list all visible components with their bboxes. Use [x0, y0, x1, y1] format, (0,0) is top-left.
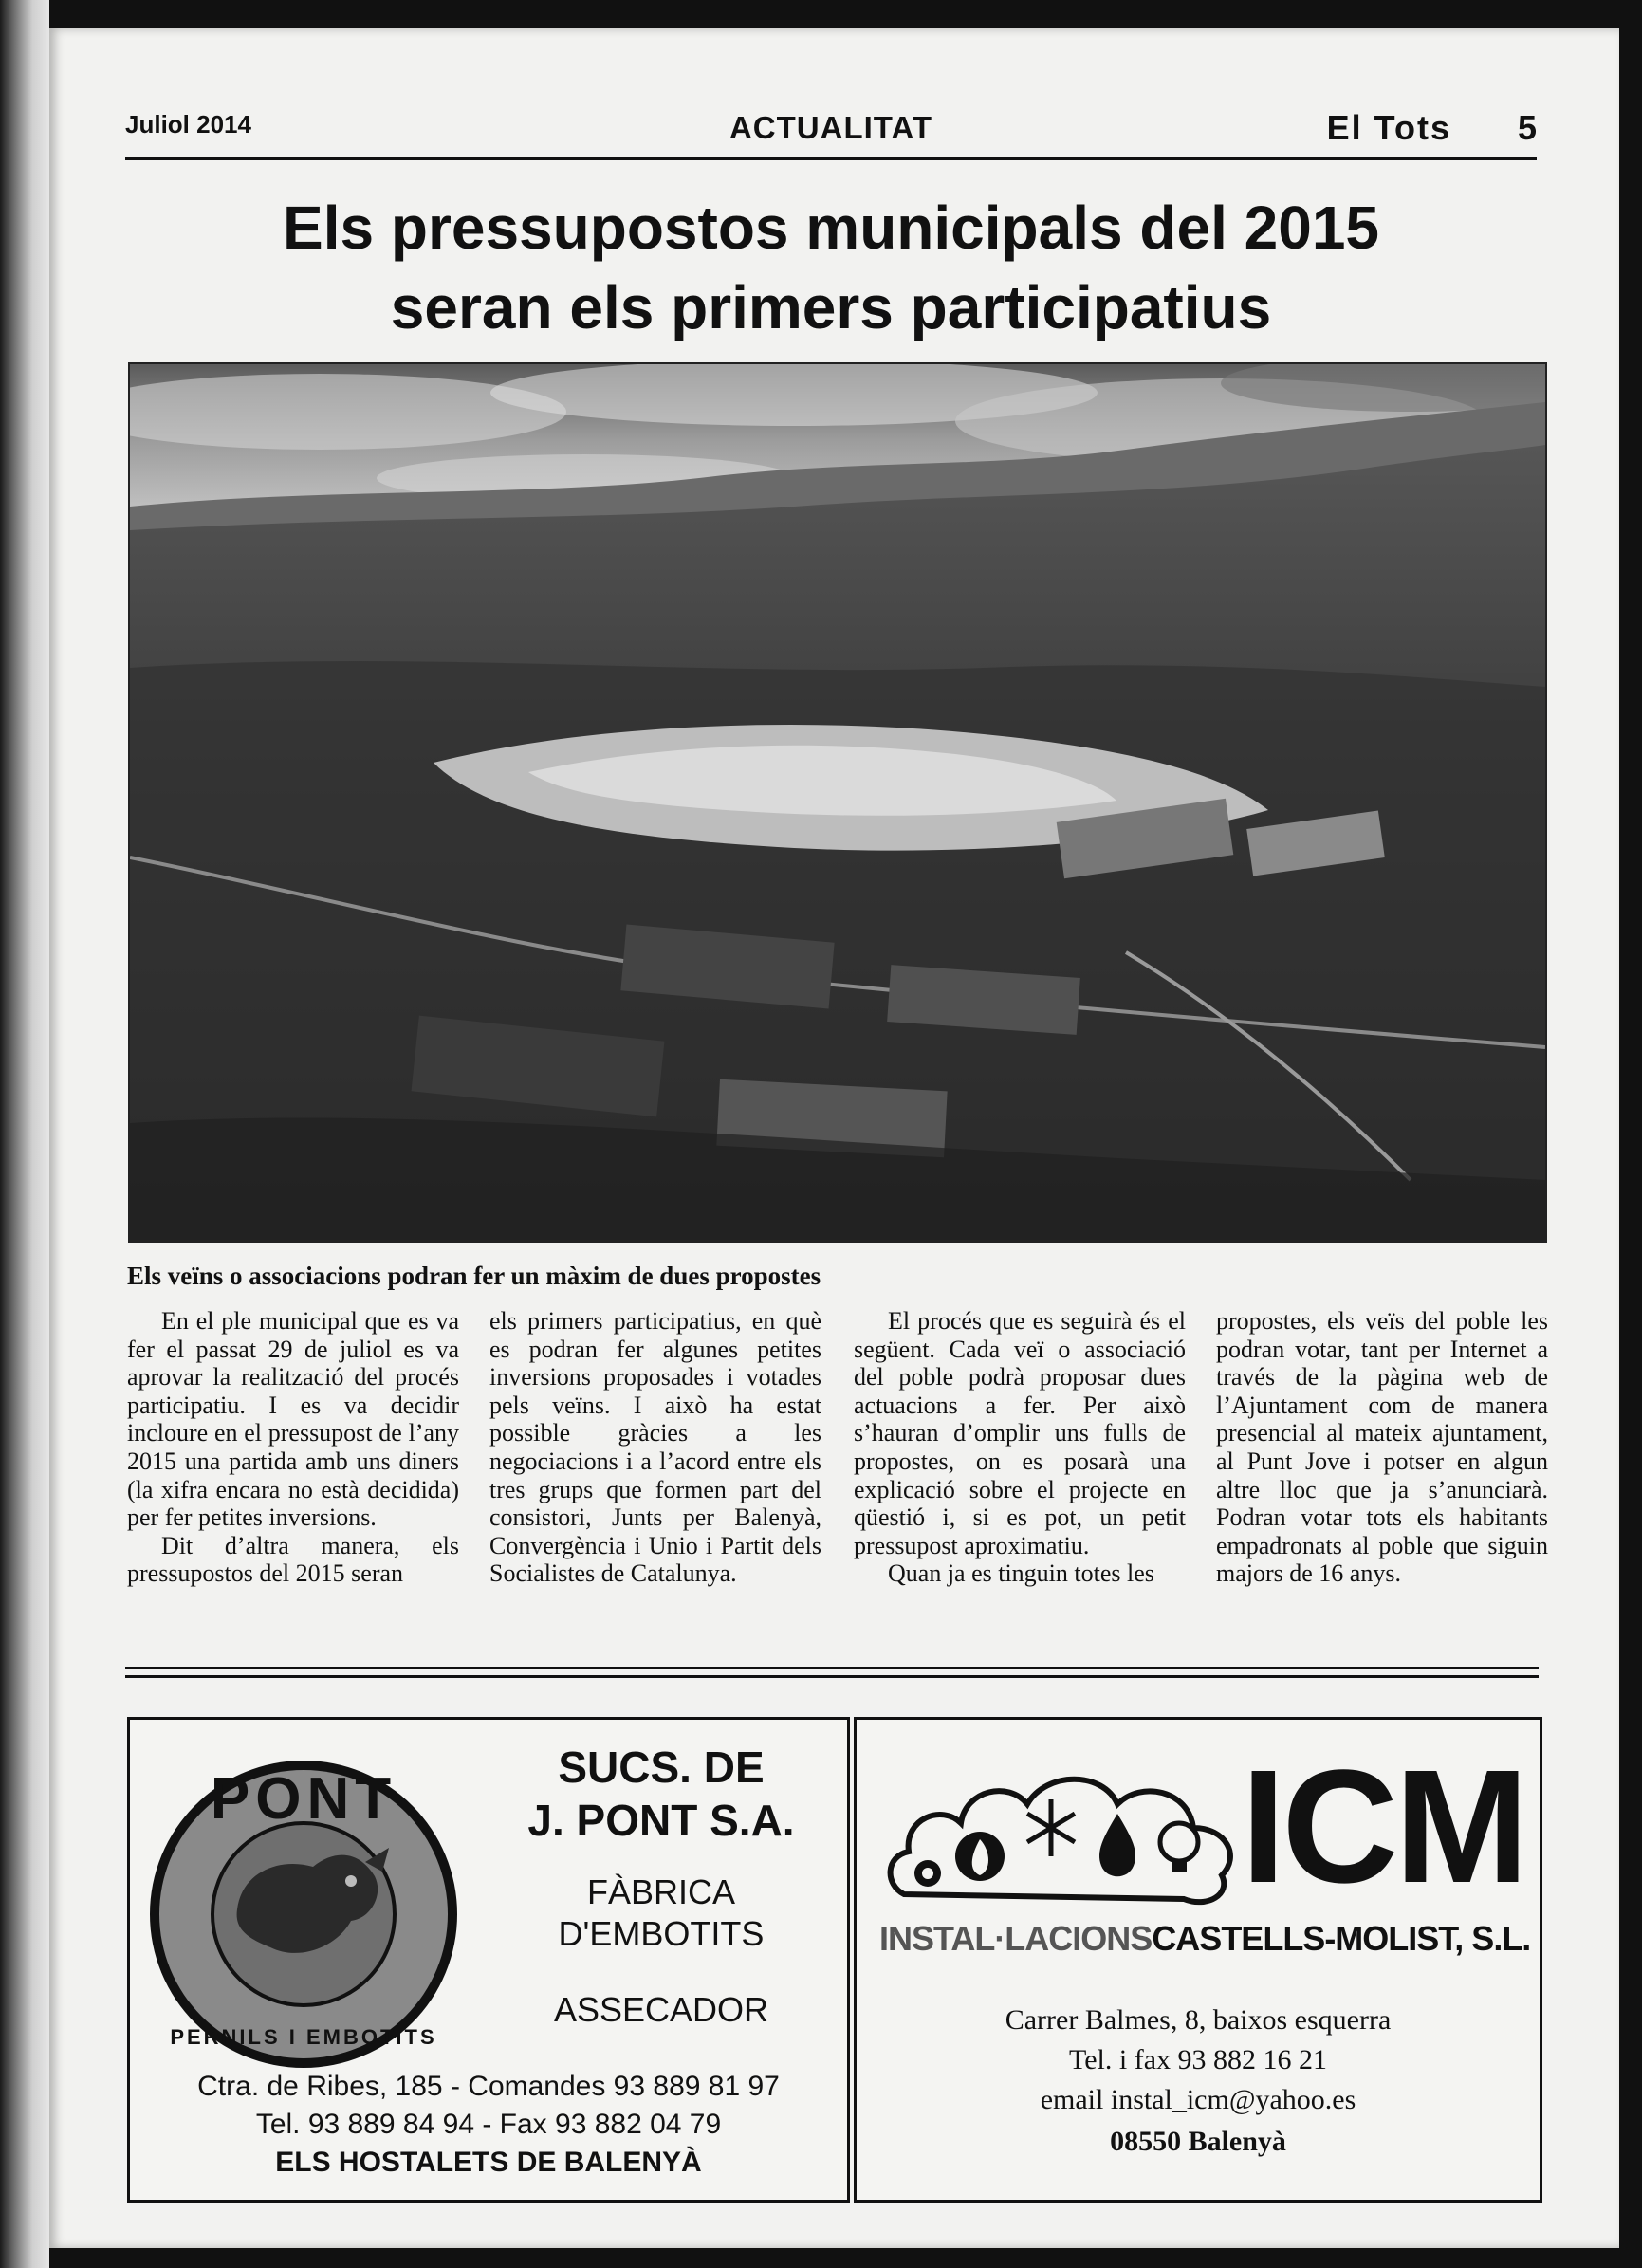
article-column-3	[854, 1307, 1186, 1588]
icm-phone: Tel. i fax 93 882 16 21	[1068, 2044, 1328, 2075]
pont-embotits-line: D'EMBOTITS	[558, 1914, 765, 1953]
aerial-town-photo	[128, 362, 1547, 1243]
section-title: ACTUALITAT	[729, 110, 933, 145]
headline-line-2: seran els primers participatius	[390, 273, 1272, 341]
column-4-paragraph: propostes, els veïs del poble les podran votar, tant per Internet a través de la pàgina web de l’Ajuntament com de manera presencial al mateix ajuntament, al Punt Jove i potser en algun altre lloc que ja s’anunciarà. Podran votar tots els habitants empadronats al poble que siguin majors de 16 anys.	[1216, 1307, 1548, 1588]
pont-logo-text: PONT	[210, 1766, 397, 1832]
column-2-paragraph: els primers participatius, en què es podran fer algunes petites inversions proposades i votades pels veïns. I això ha estat possible gràcies a les negociacions i a l’acord entre els tres grups que formen part del consistori, Junts per Balenyà, Convergència i Unio i Partit dels Socialistes de Catalunya.	[489, 1307, 821, 1588]
article-column-2	[489, 1307, 821, 1588]
pont-address: Ctra. de Ribes, 185 - Comandes 93 889 81 97	[197, 2071, 780, 2102]
icm-company-subtitle	[879, 1919, 1531, 1959]
scan-binding-shadow	[0, 0, 49, 2268]
column-1-paragraph-2: Dit d’altra manera, els pressupostos del 2015 seran	[127, 1531, 459, 1588]
pont-fabrica-line: FÀBRICA	[586, 1872, 736, 1911]
section-divider-bottom	[125, 1675, 1539, 1678]
section-divider-top	[125, 1667, 1539, 1669]
flame-icon	[955, 1832, 1005, 1881]
article-headline	[125, 188, 1537, 347]
pont-town: ELS HOSTALETS DE BALENYÀ	[275, 2147, 702, 2178]
icm-advertisement	[854, 1717, 1542, 2203]
icm-subtitle-right: CASTELLS-MOLIST, S.L.	[1152, 1919, 1531, 1958]
article-column-1	[127, 1307, 459, 1588]
pont-name-line-2: J. PONT S.A.	[527, 1796, 795, 1845]
photo-caption: Els veïns o associacions podran fer un màxim de dues propostes	[127, 1262, 821, 1290]
icm-subtitle-left: INSTAL·LACIONS	[879, 1919, 1153, 1958]
light-bulb-icon	[1160, 1823, 1198, 1872]
snowflake-icon	[1027, 1799, 1075, 1856]
pont-advertisement	[127, 1717, 850, 2203]
article-column-4	[1216, 1307, 1548, 1588]
pont-phone: Tel. 93 889 84 94 - Fax 93 882 04 79	[255, 2109, 722, 2140]
icm-town: 08550 Balenyà	[1110, 2126, 1286, 2157]
water-drop-icon	[1099, 1814, 1135, 1876]
page-number: 5	[1517, 108, 1537, 147]
column-3-paragraph-1: El procés que es seguirà és el següent. Cada veï o associació del poble podrà proposar dues actuacions a fer. Per això s’hauran d’omplir uns fulls de propostes, on es posarà una explicació sobre el projecte en qüestió i, si es pot, un petit pressupost aproximatiu.	[854, 1307, 1186, 1559]
icm-email: email instal_icm@yahoo.es	[1040, 2084, 1356, 2115]
newspaper-page	[49, 28, 1619, 2248]
pont-assecador: ASSECADOR	[553, 1990, 769, 2029]
page-header	[125, 110, 1537, 160]
aerial-photo-image	[130, 364, 1545, 1241]
pont-business-type	[481, 1872, 841, 1955]
icm-address: Carrer Balmes, 8, baixos esquerra	[1005, 2004, 1392, 2036]
publication-name: El Tots	[1326, 108, 1451, 147]
gear-icon	[914, 1860, 941, 1887]
headline-line-1: Els pressupostos municipals del 2015	[283, 194, 1379, 262]
issue-date: Juliol 2014	[125, 110, 251, 138]
pont-logo-subtext: PERNILS I EMBOTITS	[170, 2025, 437, 2049]
icm-services-icons	[885, 1752, 1245, 1913]
column-3-paragraph-2: Quan ja es tinguin totes les	[888, 1559, 1154, 1588]
pont-name-line-1: SUCS. DE	[558, 1742, 765, 1792]
icm-logo: ICM	[1241, 1737, 1525, 1917]
pont-company-name	[481, 1741, 841, 1847]
column-1-paragraph-1: En el ple municipal que es va fer el passat 29 de juliol es va aprovar la realització del procés participatiu. I es va decidir incloure en el pressupost de l’any 2015 una partida amb uns diners (la xifra encara no està decidida) per fer petites inversions.	[127, 1307, 459, 1532]
